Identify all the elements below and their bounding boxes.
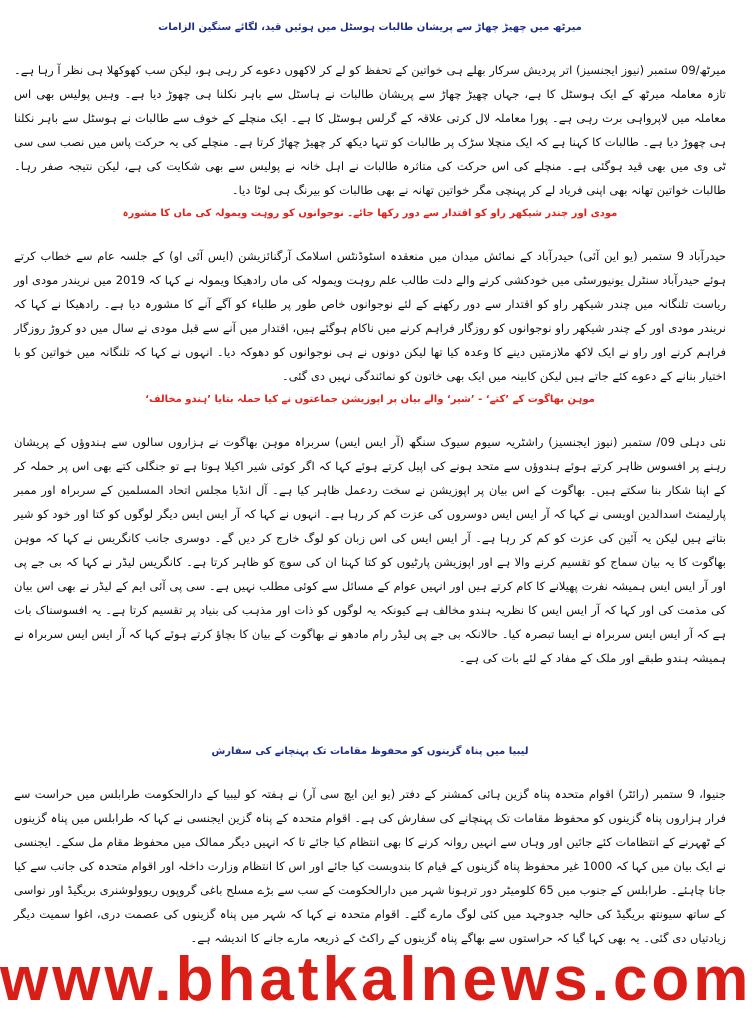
article-4-headline: لیبیا میں پناہ گزینوں کو محفوظ مقامات تک پہنچانے کی سفارش <box>211 746 529 757</box>
site-url-footer: www.bhatkalnews.com <box>0 945 752 1014</box>
article-4-body: جنیوا، 9 ستمبر (رائٹر) اقوام متحدہ پناہ گزین ہائی کمشنر کے دفتر (یو این ایچ سی آر) نے ہفتہ کو لیبیا کے دارالحکومت طرابلس میں حراست سے فرار ہزاروں پناہ گزینوں کو محفوظ مقامات تک پہنچانے کی سفارش کی ہے۔ اقوام متحدہ کے پناہ گزین ایجنسی نے کہا کہ طرابلس میں پناہ گزینوں کے ٹھہرنے کے انتظامات کئے جائیں اور وہاں سے انہیں روانہ کرنے کا بھی انتظام کیا جائے تا کہ انہیں دیگر ممالک میں محفوظ مقام مل سکے۔ ایجنسی نے ایک بیان میں کہا کہ 1000 غیر محفوظ پناہ گزینوں کے قیام کا بندوبست کیا جائے اور اس کا انتظام وزارت داخلہ اور اقوام متحدہ کی جانب سے کیا جانا چاہئے۔ طرابلس کے جنوب میں 65 کلومیٹر دور ترہونا شہر میں دارالحکومت کے سب سے بڑے مسلح باغی گروپوں ریوولوشنری بریگیڈ اور نواسی کے ساتھ سیونتھ بریگیڈ کی حالیہ جدوجہد میں کئی لوگ مارے گئے۔ اقوام متحدہ نے کہا کہ شہر میں پناہ گزینوں کی عصمت دری، اغوا سمیت دیگر زیادتیاں دی گئی۔ یہ بھی کہا گیا کہ حراستوں سے بھاگے پناہ گزینوں کے راکٹ کے ذریعہ مارے جانے کا اندیشہ ہے۔ <box>14 787 726 945</box>
article-3-headline: موہن بھاگوت کے ’کتے‘ - ’شیر‘ والے بیان پر اپوزیشن جماعتوں نے کیا حملہ بتایا ’ہندو مخالف‘ <box>145 394 595 405</box>
article-1-body: میرٹھ/09 ستمبر (نیوز ایجنسیز) اتر پردیش سرکار بھلے ہی خواتین کے تحفظ کو لے کر لاکھوں دعوے کر رہی ہو، لیکن سب کھوکھلا ہی نظر آ رہا ہے۔ تازہ معاملہ میرٹھ کے ایک ہوسٹل کا ہے، جہاں چھیڑ چھاڑ سے پریشان طالبات نے ہاسٹل سے باہر نکلنا ہی چھوڑ دیا ہے۔ وہیں پولیس بھی اس معاملہ میں لاپرواہی برت رہی ہے۔ پورا معاملہ لال کرتی علاقہ کے گرلس ہوسٹل کا ہے۔ ایک منچلے کے خوف سے طالبات نے ہوسٹل سے باہر نکلنا ہی چھوڑ دیا ہے۔ طالبات کا کہنا ہے کہ ایک منچلا سڑک پر طالبات کو تنہا دیکھ کر چھیڑ چھاڑ کرتا ہے۔ منچلے کی یہ حرکت پاس میں نصب سی سی ٹی وی میں بھی قید ہوگئی ہے۔ منچلے کی اس حرکت کی متاثرہ طالبات نے اہل خانہ نے پولیس سے بھی شکایت کی ہے، لیکن نتیجہ صفر رہا۔ طالبات خواتین تھانہ بھی اپنی فریاد لے کر پہنچی مگر خواتین تھانہ نے بھی طالبات کو بیرنگ ہی لوٹا دیا۔ <box>14 63 726 197</box>
article-1-headline: میرٹھ میں چھیڑ چھاڑ سے پریشان طالبات ہوسٹل میں ہوئیں قید، لگائے سنگین الزامات <box>158 22 582 33</box>
article-3-body: نئی دہلی 09/ ستمبر (نیوز ایجنسیز) راشٹریہ سیوم سیوک سنگھ (آر ایس ایس) سربراہ موہن بھاگوت نے ہزاروں سالوں سے ہندوؤں کے پریشان رہنے پر افسوس ظاہر کرتے ہوئے ہندوؤں سے متحد ہونے کی اپیل کرتے ہوئے کہا کہ اگر کوئی شیر اکیلا ہوتا ہے تو جنگلی کتے بھی اس پر حملہ کر کے اپنا شکار بنا سکتے ہیں۔ بھاگوت کے اس بیان پر اپوزیشن نے سخت ردعمل ظاہر کیا ہے۔ آل انڈیا مجلس اتحاد المسلمین کے سربراہ اور ممبر پارلیمنٹ اسدالدین اویسی نے کہا کہ آر ایس ایس دوسروں کی عزت کم کر رہا ہے۔ انہوں نے کہا کہ آر ایس ایس دیگر لوگوں کو کتا اور خود کو شیر بتاتے ہیں لیکن یہ آئین کی عزت کو کم کر رہا ہے۔ آر ایس ایس کی اس زبان کو لوگ خارج کر دیں گے۔ دوسری جانب کانگریس نے کہا کہ موہن بھاگوت کا یہ بیان سماج کو تقسیم کرنے والا ہے اور اپوزیشن پارٹیوں کو کتا کہنا ان کی سوچ کو ظاہر کرتا ہے۔ کانگریس لیڈر نے کہا کہ بی جے پی اور آر ایس ایس ہمیشہ نفرت پھیلانے کا کام کرتے ہیں اور انہیں عوام کے مسائل سے کوئی مطلب نہیں ہے۔ سی پی آئی ایم کے لیڈر نے بھی اس بیان کی مذمت کی اور کہا کہ آر ایس ایس کا نظریہ ہندو مخالف ہے کیونکہ یہ لوگوں کو ذات اور مذہب کی بنیاد پر تقسیم کرتا ہے۔ یہ افسوسناک بات ہے کہ آر ایس ایس سربراہ نے ایسا تبصرہ کیا۔ حالانکہ بی جے پی لیڈر رام مادھو نے بھاگوت کے بیان کا بچاؤ کرتے ہوئے کہا کہ آر ایس ایس سربراہ نے ہمیشہ ہندو طبقے اور ملک کے مفاد کے لئے بات کی ہے۔ <box>14 435 727 665</box>
article-2-headline: مودی اور چندر شیکھر راو کو اقتدار سے دور رکھا جائے۔ نوجوانوں کو روہت ویمولہ کی ماں کا مشورہ <box>122 208 618 219</box>
article-2-body: حیدرآباد 9 ستمبر (یو این آئی) حیدرآباد کے نمائش میدان میں منعقدہ اسٹوڈنٹس اسلامک آرگنائزیشن (ایس آئی او) کے جلسہ عام سے خطاب کرتے ہوئے حیدرآباد سنٹرل یونیورسٹی میں خودکشی کرنے والے دلت طالب علم روہت ویمولہ کی ماں رادھیکا ویمولہ نے کہا کہ 2019 میں نریندر مودی اور ریاست تلنگانہ میں چندر شیکھر راو کو اقتدار سے دور رکھنے کے لئے نوجوانوں خاص طور پر طلباء کو آگے آنے کا مشورہ دیا ہے۔ رادھیکا نے کہا کہ نریندر مودی اور کے چندر شیکھر راو نوجوانوں کو روزگار فراہم کرنے میں ناکام ہوگئے ہیں، اقتدار میں آنے سے قبل مودی نے سال میں دو کروڑ روزگار فراہم کرنے اور راو نے ایک لاکھ ملازمتیں دینے کا وعدہ کیا تھا لیکن دونوں نے ہی نوجوانوں کو دھوکہ دیا۔ انہوں نے کہا کہ تلنگانہ میں خواتین کو با اختیار بنانے کے دعوے کئے جاتے ہیں لیکن کابینہ میں ایک بھی خاتون کو نمائندگی نہیں دی گئی۔ <box>14 249 726 383</box>
